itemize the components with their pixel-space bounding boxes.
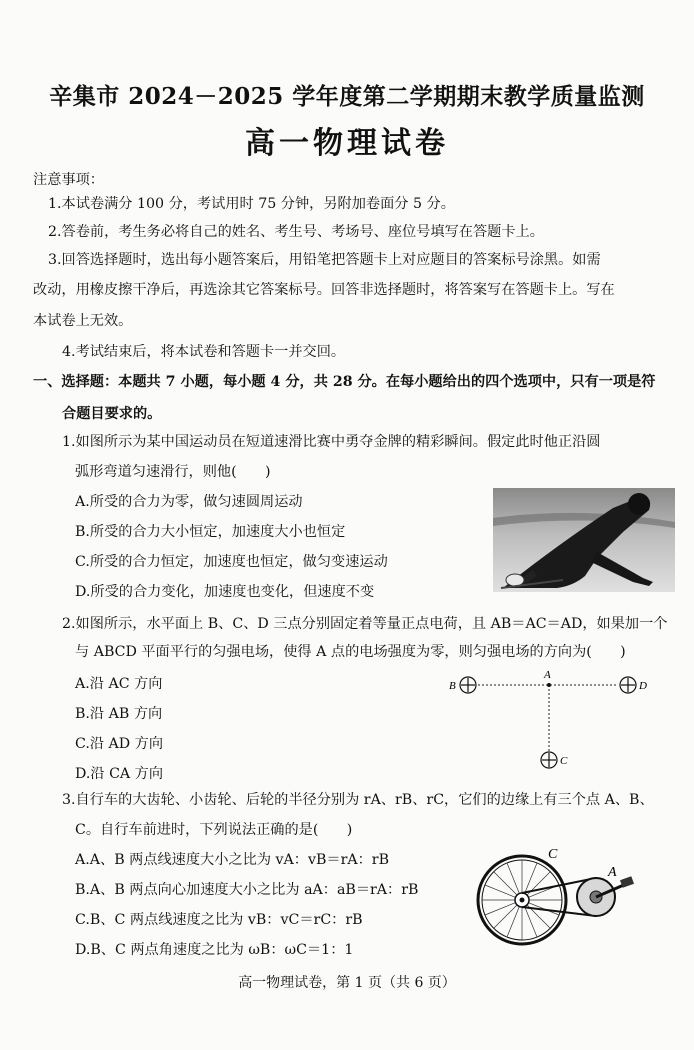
q3-stem-line-2: C。自行车前进时，下列说法正确的是( ) xyxy=(75,822,353,838)
q2-stem-line-2: 与 ABCD 平面平行的匀强电场，使得 A 点的电场强度为零，则匀强电场的方向为( ) xyxy=(75,644,626,660)
q3-stem-line-1: 3.自行车的大齿轮、小齿轮、后轮的半径分别为 rA、rB、rC，它们的边缘上有三个点 A、B、 xyxy=(62,792,654,808)
q1-stem-line-2: 弧形弯道匀速滑行，则他( ) xyxy=(75,464,271,480)
section-1-heading-cont: 合题目要求的。 xyxy=(62,406,162,422)
q1-stem-line-1: 1.如图所示为某中国运动员在短道速滑比赛中勇夺金牌的精彩瞬间。假定此时他正沿圆 xyxy=(62,434,601,450)
label-b: B xyxy=(449,680,456,692)
speed-skater-photo xyxy=(493,488,675,592)
label-a: A xyxy=(544,669,551,681)
charge-c-icon xyxy=(541,752,557,768)
q3-option-c: C.B、C 两点线速度之比为 vB：vC＝rC：rB xyxy=(75,912,363,928)
bicycle-gear-diagram xyxy=(468,842,638,948)
q2-option-b: B.沿 AB 方向 xyxy=(75,706,163,722)
label-a: A xyxy=(608,865,617,880)
q1-option-c: C.所受的合力恒定，加速度也恒定，做匀变速运动 xyxy=(75,554,388,570)
q2-stem-line-1: 2.如图所示，水平面上 B、C、D 三点分别固定着等量正点电荷，且 AB＝AC＝AD，如果加一个 xyxy=(62,616,668,632)
note-3-line-2: 改动，用橡皮擦干净后，再选涂其它答案标号。回答非选择题时，将答案写在答题卡上。写在 xyxy=(33,282,615,298)
q2-option-c: C.沿 AD 方向 xyxy=(75,736,164,752)
label-c: C xyxy=(548,847,558,862)
q3-option-b: B.A、B 两点向心加速度大小之比为 aA：aB＝rA：rB xyxy=(75,882,419,898)
label-d: D xyxy=(639,680,647,692)
q3-option-a: A.A、B 两点线速度大小之比为 vA：vB＝rA：rB xyxy=(75,852,390,868)
page-footer: 高一物理试卷，第 1 页（共 6 页） xyxy=(238,975,456,991)
q1-option-a: A.所受的合力为零，做匀速圆周运动 xyxy=(75,494,303,510)
label-c: C xyxy=(560,755,568,767)
note-4: 4.考试结束后，将本试卷和答题卡一并交回。 xyxy=(62,344,346,360)
note-2: 2.答卷前，考生务必将自己的姓名、考生号、考场号、座位号填写在答题卡上。 xyxy=(48,224,544,240)
note-3-line-3: 本试卷上无效。 xyxy=(33,313,133,329)
charge-diagram xyxy=(446,666,656,776)
q1-option-b: B.所受的合力大小恒定，加速度大小也恒定 xyxy=(75,524,346,540)
q2-option-a: A.沿 AC 方向 xyxy=(75,676,163,692)
q1-option-d: D.所受的合力变化，加速度也变化，但速度不变 xyxy=(75,584,375,600)
charge-d-icon xyxy=(620,677,636,693)
exam-title: 辛集市 2024－2025 学年度第二学期期末教学质量监测 xyxy=(49,83,645,110)
notes-heading: 注意事项： xyxy=(33,172,104,188)
note-3-line-1: 3.回答选择题时，选出每小题答案后，用铅笔把答题卡上对应题目的答案标号涂黑。如需 xyxy=(48,252,601,268)
section-1-heading: 一、选择题：本题共 7 小题，每小题 4 分，共 28 分。在每小题给出的四个选项中，只有一项是符 xyxy=(33,374,656,390)
point-a-dot xyxy=(547,683,551,687)
charge-b-icon xyxy=(460,677,476,693)
exam-subtitle: 高一物理试卷 xyxy=(245,126,449,161)
q3-option-d: D.B、C 两点角速度之比为 ωB：ωC＝1：1 xyxy=(75,942,354,958)
note-1: 1.本试卷满分 100 分，考试用时 75 分钟，另附加卷面分 5 分。 xyxy=(48,196,455,212)
q2-option-d: D.沿 CA 方向 xyxy=(75,766,164,782)
rear-wheel xyxy=(478,856,566,944)
